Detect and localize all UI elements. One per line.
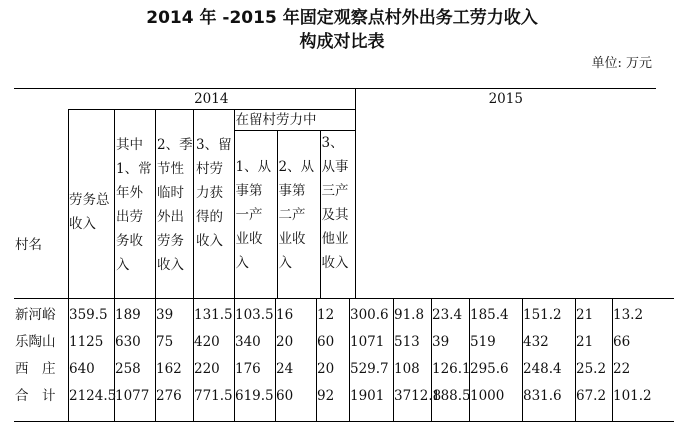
table-cell: 3712.8 (394, 388, 442, 404)
table-cell: 258 (115, 361, 141, 377)
table-cell: 1071 (350, 334, 385, 350)
table-cell: 101.2 (613, 388, 652, 404)
table-cell: 185.4 (470, 307, 509, 323)
table-cell: 103.5 (235, 307, 274, 323)
stay-primary-header: 1、从事第一产业收入 (234, 131, 277, 299)
table-cell: 295.6 (470, 361, 509, 377)
table-cell: 21 (576, 334, 594, 350)
table-cell: 13.2 (613, 307, 644, 323)
table-cell: 91.8 (394, 307, 425, 323)
table-cell: 151.2 (523, 307, 562, 323)
year-2015-header: 2015 (355, 89, 656, 110)
table-cell: 25.2 (576, 361, 607, 377)
stay-tertiary-header: 3、从事三产及其他业收入 (320, 131, 355, 299)
table-cell: 831.6 (523, 388, 562, 404)
table-cell: 162 (156, 361, 182, 377)
table-cell: 20 (276, 334, 294, 350)
table-cell: 20 (317, 361, 335, 377)
table-cell: 2124.5 (69, 388, 117, 404)
table-cell: 131.5 (194, 307, 233, 323)
village-header: 村名 (15, 236, 42, 253)
table-cell: 23.4 (432, 307, 463, 323)
table-cell: 1077 (115, 388, 150, 404)
table-cell: 39 (432, 334, 450, 350)
table-cell: 619.5 (235, 388, 274, 404)
table-cell: 519 (470, 334, 496, 350)
table-cell: 248.4 (523, 361, 562, 377)
table-cell: 176 (235, 361, 261, 377)
table-cell: 16 (276, 307, 294, 323)
table-cell: 75 (156, 334, 174, 350)
stay-group-header: 在留村劳力中 (234, 110, 355, 131)
table-cell: 22 (613, 361, 631, 377)
table-cell: 12 (317, 307, 335, 323)
table-cell: 66 (613, 334, 631, 350)
table-title: 2014 年 -2015 年固定观察点村外出务工劳力收入 (146, 8, 538, 28)
stay-secondary-header: 2、从事第二产业收入 (277, 131, 320, 299)
table-cell: 60 (317, 334, 335, 350)
row-village-name: 合 计 (15, 388, 56, 404)
col-stay-header: 3、留村劳力获得的收入 (196, 137, 232, 249)
table-cell: 771.5 (194, 388, 233, 404)
table-cell: 220 (194, 361, 220, 377)
table-cell: 126.1 (432, 361, 471, 377)
table-cell: 340 (235, 334, 261, 350)
table-cell: 189 (115, 307, 141, 323)
table-cell: 630 (115, 334, 141, 350)
table-cell: 1000 (470, 388, 505, 404)
table-cell: 432 (523, 334, 549, 350)
year-2014-header: 2014 (68, 89, 355, 110)
table-cell: 188.5 (432, 388, 471, 404)
table-cell: 60 (276, 388, 294, 404)
table-cell: 640 (69, 361, 95, 377)
table-cell: 359.5 (69, 307, 108, 323)
table-cell: 24 (276, 361, 294, 377)
corner-cell (14, 89, 68, 110)
table-cell: 529.7 (350, 361, 389, 377)
table-cell: 513 (394, 334, 420, 350)
row-village-name: 新河峪 (15, 307, 56, 323)
table-cell: 1125 (69, 334, 104, 350)
table-cell: 1901 (350, 388, 385, 404)
data-body (14, 298, 674, 422)
col-total-header: 劳务总收入 (69, 192, 110, 232)
table-cell: 39 (156, 307, 174, 323)
table-cell: 92 (317, 388, 335, 404)
table-cell: 108 (394, 361, 420, 377)
table-cell: 420 (194, 334, 220, 350)
row-village-name: 西 庄 (15, 361, 56, 377)
col-regular-header: 其中 1、常年外出劳务收入 (116, 137, 152, 273)
table-title-line2: 构成对比表 (299, 32, 385, 52)
row-village-name: 乐陶山 (15, 334, 56, 350)
table-cell: 67.2 (576, 388, 607, 404)
col-seasonal-header: 2、季节性临时外出劳务收入 (157, 137, 193, 273)
table-cell: 276 (156, 388, 182, 404)
unit-label: 单位: 万元 (591, 56, 652, 71)
table-cell: 21 (576, 307, 594, 323)
table-cell: 300.6 (350, 307, 389, 323)
